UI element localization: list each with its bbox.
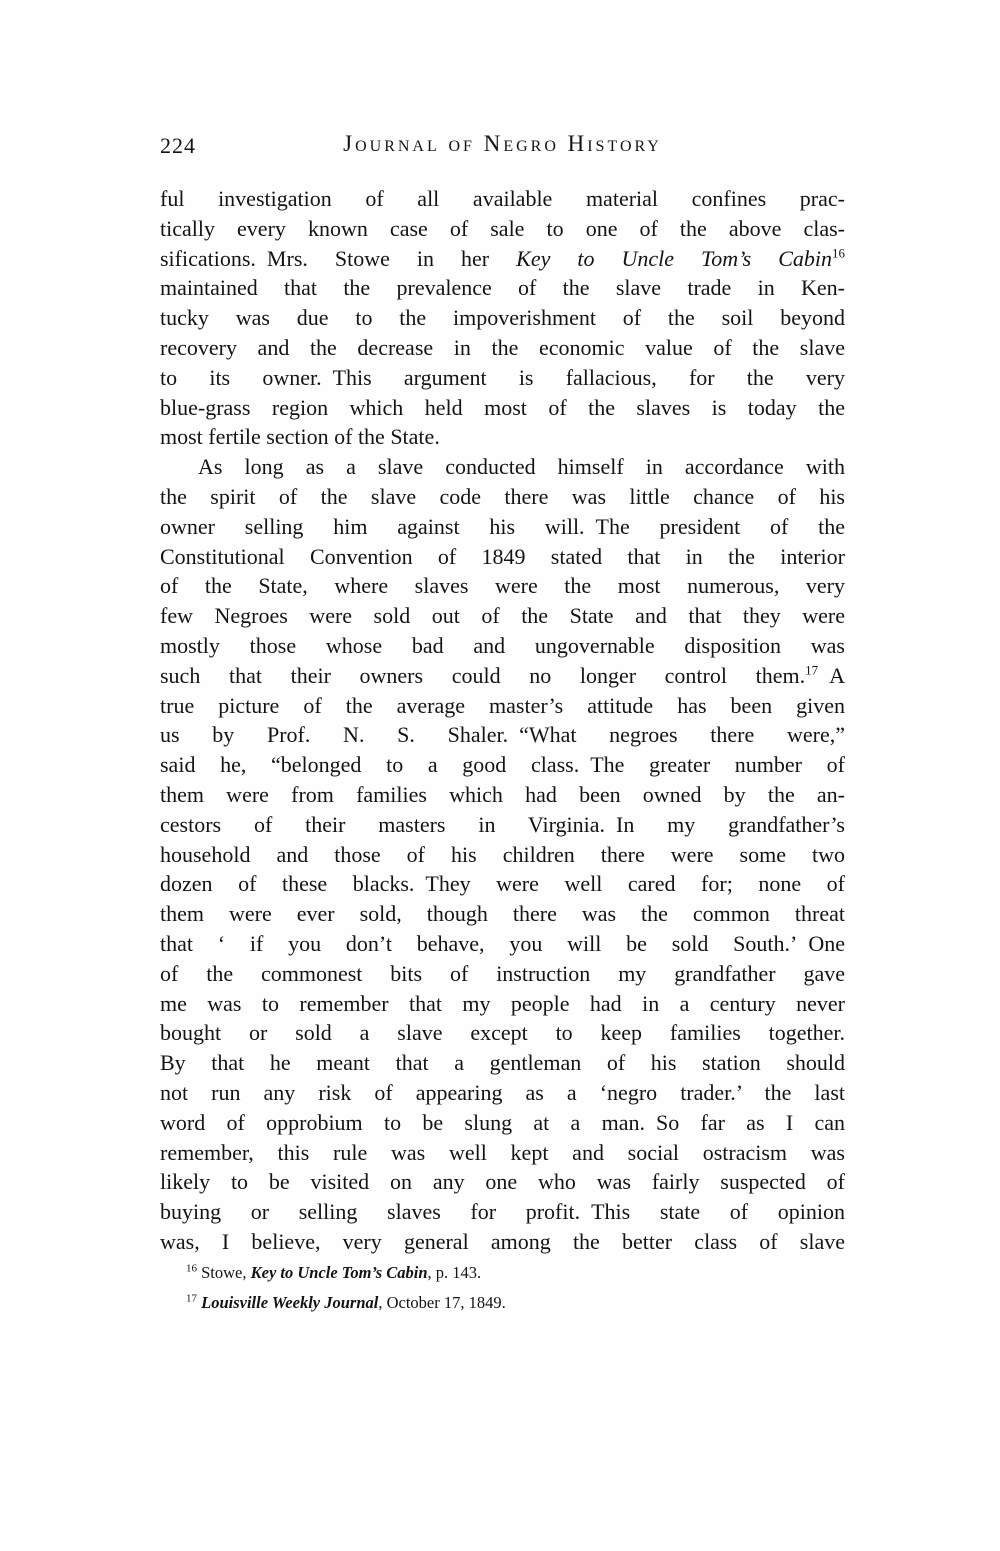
footnote [160,1258,845,1288]
body-line [160,869,845,899]
body-line [160,691,845,721]
text-segment: Stowe, [197,1263,251,1282]
text-segment: remember, this rule was well kept and social ostracism was [160,1139,845,1165]
text-segment: A [818,662,845,688]
body-line [160,393,845,423]
body-line [160,363,845,393]
body-line [160,899,845,929]
text-segment: Key to Uncle Tom’s Cabin [250,1263,428,1282]
text-segment: mostly those whose bad and ungovernable disposition was [160,632,845,658]
text-segment: Constitutional Convention of 1849 stated that in the interior [160,543,845,569]
text-segment: As long as a slave conducted himself in accordance with [198,454,845,480]
text-segment: , October 17, 1849. [378,1293,506,1312]
text-segment: ful investigation of all available material confines prac- [160,186,845,211]
text-segment: Key to Uncle Tom’s Cabin [516,245,832,271]
body-line [160,929,845,959]
text-segment: word of opprobium to be slung at a man. So far as I can [160,1109,845,1135]
body-line [160,273,845,303]
text-segment: was, I believe, very general among the better class of slave [160,1228,845,1254]
body-line [160,244,845,274]
body-line [160,810,845,840]
body-line [160,1167,845,1197]
text-segment: recovery and the decrease in the economic value of the slave [160,334,845,360]
footnote-marker: 17 [186,1292,197,1305]
footnote-marker: 16 [186,1262,197,1275]
page-number: 224 [160,133,196,158]
body-line [160,512,845,542]
body-line [160,840,845,870]
body-line [160,661,845,691]
text-segment: not run any risk of appearing as a ‘negro trader.’ the last [160,1079,845,1105]
footnotes [160,1258,845,1318]
text-segment: dozen of these blacks. They were well cared for; none of [160,871,845,897]
body-line [160,542,845,572]
text-segment: Louisville Weekly Journal [201,1293,379,1312]
page-header [160,131,845,163]
body-line [160,1048,845,1078]
text-segment: , p. 143. [427,1263,482,1282]
body-line [160,1227,845,1257]
text-segment: likely to be visited on any one who was fairly suspected of [160,1169,845,1195]
text-segment: cestors of their masters in Virginia. In my grandfather’s [160,811,845,837]
text-segment: tically every known case of sale to one of the above clas- [160,215,845,241]
text-segment: owner selling him against his will. The president of the [160,513,845,539]
body-line [160,333,845,363]
journal-title: Journal of Negro History [343,131,662,156]
body-line [160,482,845,512]
footnote [160,1288,845,1318]
text-segment: few Negroes were sold out of the State and that they were [160,603,845,629]
body-line [160,1108,845,1138]
text-segment: bought or sold a slave except to keep families together. [160,1020,845,1046]
text-segment: maintained that the prevalence of the slave trade in Ken- [160,275,845,301]
text-segment: me was to remember that my people had in a century never [160,990,845,1016]
body-line [160,750,845,780]
text-segment: tucky was due to the impoverishment of the soil beyond [160,305,845,331]
text-segment: said he, “belonged to a good class. The greater number of [160,752,845,778]
body-line [160,1197,845,1227]
body-line [160,303,845,333]
text-segment: them were ever sold, though there was the common threat [160,901,845,927]
body-line [160,422,845,452]
body-line [160,214,845,244]
body-text [160,184,845,1257]
body-line [160,720,845,750]
footnote-marker: 16 [831,245,845,261]
body-line [160,1018,845,1048]
body-line [160,780,845,810]
text-segment: the spirit of the slave code there was little chance of his [160,483,845,509]
text-segment: sifications. Mrs. Stowe in her [160,245,517,271]
body-line [160,631,845,661]
body-line [160,184,845,214]
text-segment: buying or selling slaves for profit. This state of opinion [160,1199,845,1225]
body-line [160,959,845,989]
text-segment: to its owner. This argument is fallacious, for the very [160,364,845,390]
text-segment: of the commonest bits of instruction my grandfather gave [160,960,845,986]
body-line [160,1138,845,1168]
body-line [160,571,845,601]
text-segment: most fertile section of the State. [160,424,440,450]
body-line [160,452,845,482]
text-segment: them were from families which had been owned by the an- [160,781,845,807]
text-segment: By that he meant that a gentleman of his station should [160,1050,845,1076]
text-segment: such that their owners could no longer control them. [160,662,806,688]
body-line [160,601,845,631]
text-segment: of the State, where slaves were the most numerous, very [160,573,845,599]
text-segment: blue-grass region which held most of the slaves is today the [160,394,845,420]
text-segment: household and those of his children there were some two [160,841,845,867]
text-segment: that ‘ if you don’t behave, you will be sold South.’ One [160,930,845,956]
text-segment: true picture of the average master’s attitude has been given [160,692,845,718]
text-segment: us by Prof. N. S. Shaler. “What negroes there were,” [160,722,845,748]
footnote-marker: 17 [805,662,819,678]
body-line [160,1078,845,1108]
body-line [160,989,845,1019]
